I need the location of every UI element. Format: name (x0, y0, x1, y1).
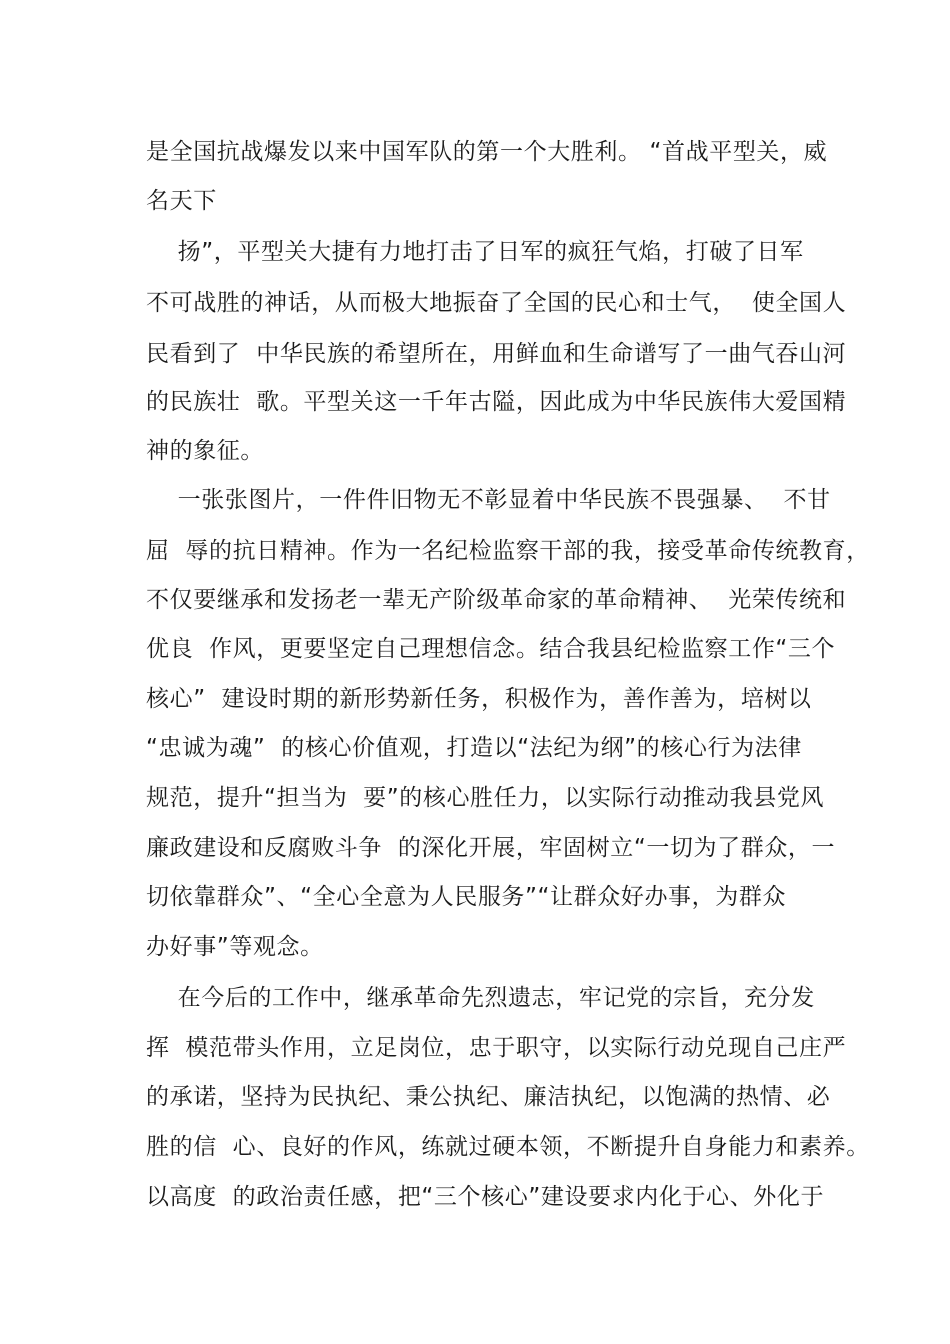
text-line: 不仅要继承和发扬老一辈无产阶级革命家的革命精神、 光荣传统和 (146, 587, 847, 613)
text-line: 在今后的工作中，继承革命先烈遗志，牢记党的宗旨，充分发 (146, 985, 815, 1011)
text-line: 屈 辱的抗日精神。作为一名纪检监察干部的我，接受革命传统教育， (146, 538, 870, 564)
text-line: 名天下 (146, 188, 217, 214)
text-line: 的民族壮 歌。平型关这一千年古隘，因此成为中华民族伟大爱国精 (146, 389, 847, 415)
text-line: 是全国抗战爆发以来中国军队的第一个大胜利。 “首战平型关，威 (146, 139, 828, 165)
text-line: 神的象征。 (146, 438, 264, 464)
text-line: 规范，提升“担当为 要”的核心胜任力，以实际行动推动我县党风 (146, 785, 825, 811)
text-line: 优良 作风，更要坚定自己理想信念。结合我县纪检监察工作“三个 (146, 636, 836, 662)
text-line: 的承诺，坚持为民执纪、秉公执纪、廉洁执纪，以饱满的热情、必 (146, 1084, 831, 1110)
text-line: 办好事”等观念。 (146, 934, 324, 960)
text-line: 切依靠群众”、“全心全意为人民服务”“让群众好办事，为群众 (146, 884, 787, 910)
text-line: 不可战胜的神话，从而极大地振奋了全国的民心和士气， 使全国人 (146, 290, 847, 316)
text-line: 一张张图片，一件件旧物无不彰显着中华民族不畏强暴、 不甘 (146, 487, 831, 513)
text-line: 廉政建设和反腐败斗争 的深化开展，牢固树立“一切为了群众，一 (146, 835, 836, 861)
text-line: 扬”，平型关大捷有力地打击了日军的疯狂气焰，打破了日军 (146, 239, 804, 265)
text-line: “忠诚为魂” 的核心价值观，打造以“法纪为纲”的核心行为法律 (146, 735, 802, 761)
text-line: 挥 模范带头作用，立足岗位，忠于职守，以实际行动兑现自己庄严 (146, 1035, 847, 1061)
text-line: 核心” 建设时期的新形势新任务，积极作为，善作善为，培树以 (146, 686, 812, 712)
text-line: 胜的信 心、良好的作风，练就过硬本领，不断提升自身能力和素养。 (146, 1134, 870, 1160)
text-line: 以高度 的政治责任感，把“三个核心”建设要求内化于心、外化于 (146, 1184, 825, 1210)
text-line: 民看到了 中华民族的希望所在，用鲜血和生命谱写了一曲气吞山河 (146, 341, 847, 367)
